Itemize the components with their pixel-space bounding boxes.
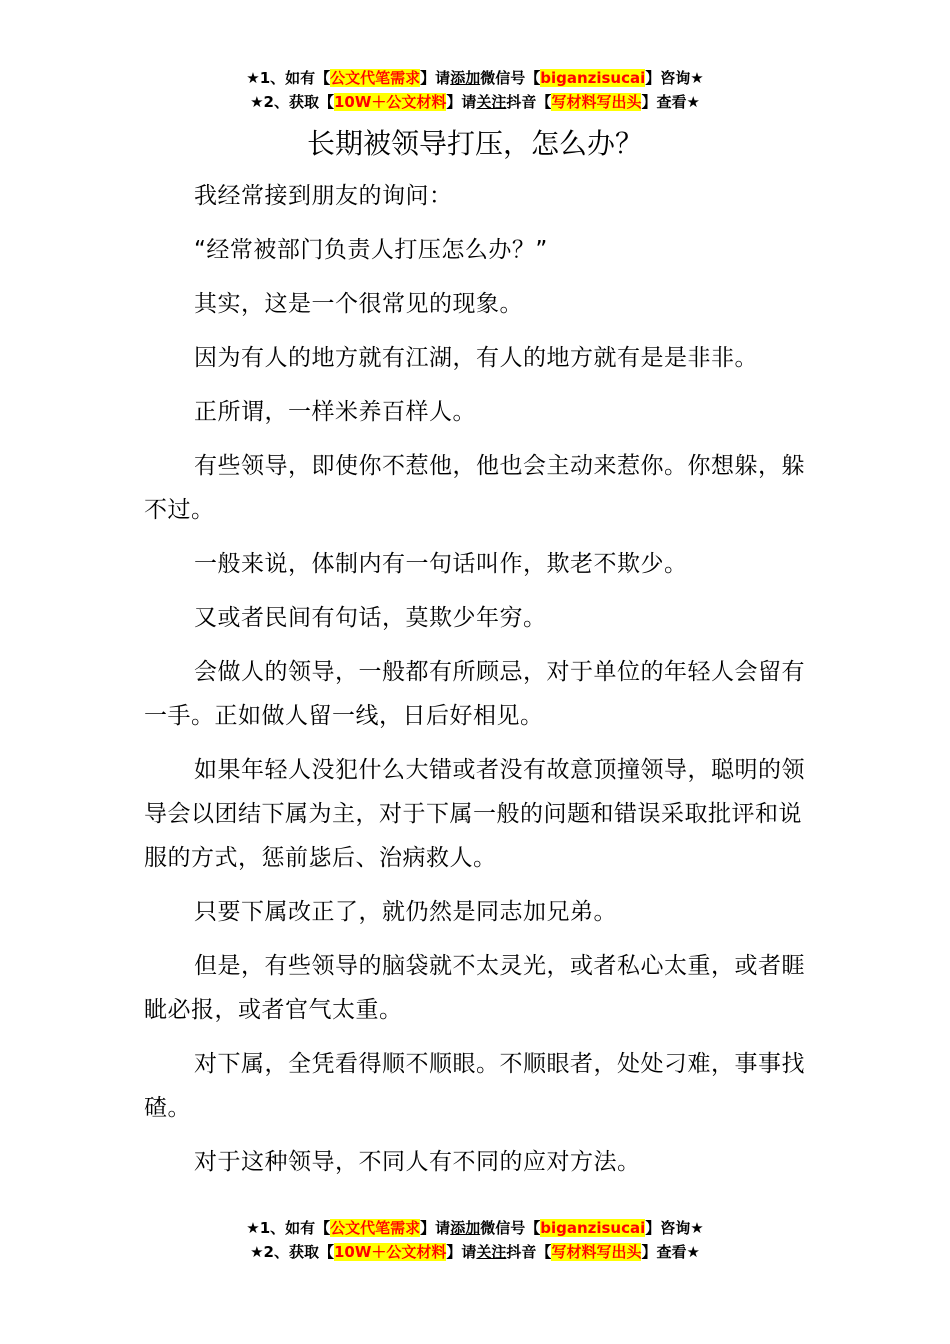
body-paragraph: 只要下属改正了，就仍然是同志加兄弟。 [194, 899, 617, 925]
body-paragraph: 但是，有些领导的脑袋就不太灵光，或者私心太重，或者睚眦必报，或者官气太重。 [144, 953, 805, 1023]
promo-line-2 [0, 90, 950, 114]
promo-douyin-id: 写材料写出头 [551, 93, 642, 111]
promo-highlight: 10W＋公文材料 [333, 93, 447, 111]
promo-text: 】请 [420, 1219, 451, 1237]
body-paragraph: 其实，这是一个很常见的现象。 [194, 291, 523, 317]
body-paragraph: 一般来说，体制内有一句话叫作，欺老不欺少。 [194, 551, 688, 577]
promo-text: 】请 [446, 1243, 477, 1261]
promo-douyin-id: 写材料写出头 [551, 1243, 642, 1261]
promo-text: 】查看★ [641, 1243, 700, 1261]
promo-text: 】请 [420, 69, 451, 87]
promo-text: 】咨询★ [645, 69, 704, 87]
promo-underline: 添加 [450, 1219, 481, 1237]
body-paragraph: 又或者民间有句话，莫欺少年穷。 [194, 605, 547, 631]
promo-text: ★1、如有【 [246, 1219, 331, 1237]
body-paragraph: 正所谓，一样米养百样人。 [194, 399, 476, 425]
promo-text: 抖音【 [506, 1243, 552, 1261]
promo-text: 微信号【 [480, 69, 541, 87]
promo-underline: 添加 [450, 69, 481, 87]
body-paragraph: 有些领导，即使你不惹他，他也会主动来惹你。你想躲，躲不过。 [144, 453, 805, 523]
document-title: 长期被领导打压，怎么办？ [306, 127, 643, 160]
promo-line-2 [0, 1240, 950, 1264]
body-paragraph: 因为有人的地方就有江湖，有人的地方就有是是非非。 [194, 345, 758, 371]
promo-text: 】咨询★ [645, 1219, 704, 1237]
promo-highlight: 10W＋公文材料 [333, 1243, 447, 1261]
promo-text: 】请 [446, 93, 477, 111]
promo-line-1 [0, 1216, 950, 1240]
promo-line-1 [0, 66, 950, 90]
promo-text: ★2、获取【 [250, 93, 334, 111]
promo-text: ★2、获取【 [250, 1243, 334, 1261]
promo-underline: 关注 [476, 1243, 507, 1261]
body-paragraph: 会做人的领导，一般都有所顾忌，对于单位的年轻人会留有一手。正如做人留一线，日后好相见。 [144, 659, 805, 729]
body-paragraph: “经常被部门负责人打压怎么办？” [194, 237, 548, 263]
promo-text: 抖音【 [506, 93, 552, 111]
document-body [144, 174, 808, 1194]
promo-wechat-id: biganzisucai [540, 69, 646, 87]
header-promo-banner [0, 66, 950, 114]
promo-underline: 关注 [476, 93, 507, 111]
body-paragraph: 对下属，全凭看得顺不顺眼。不顺眼者，处处刁难，事事找碴。 [144, 1051, 805, 1121]
promo-highlight: 公文代笔需求 [330, 69, 421, 87]
promo-highlight: 公文代笔需求 [330, 1219, 421, 1237]
promo-text: ★1、如有【 [246, 69, 331, 87]
promo-text: 微信号【 [480, 1219, 541, 1237]
footer-promo-banner [0, 1216, 950, 1264]
promo-text: 】查看★ [641, 93, 700, 111]
body-paragraph: 我经常接到朋友的询问： [194, 183, 453, 209]
body-paragraph: 对于这种领导，不同人有不同的应对方法。 [194, 1149, 641, 1175]
promo-wechat-id: biganzisucai [540, 1219, 646, 1237]
body-paragraph: 如果年轻人没犯什么大错或者没有故意顶撞领导，聪明的领导会以团结下属为主，对于下属一般的问题和错误采取批评和说服的方式，惩前毖后、治病救人。 [144, 757, 805, 871]
